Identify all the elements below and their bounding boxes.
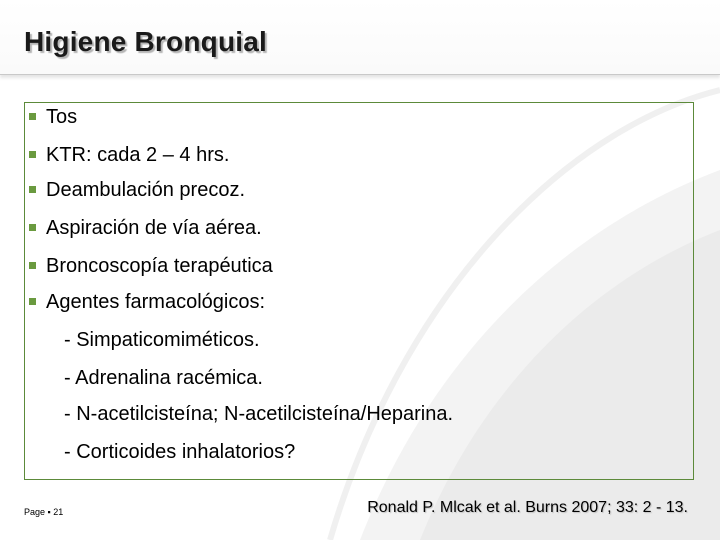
slide-title: Higiene Bronquial: [24, 26, 267, 57]
citation: Ronald P. Mlcak et al. Burns 2007; 33: 2 - 13.: [367, 499, 688, 516]
sub-item-text: - Corticoides inhalatorios?: [64, 441, 296, 463]
content-box: [24, 102, 694, 480]
bullet-square-icon: [29, 224, 36, 231]
bullet-text: KTR: cada 2 – 4 hrs.: [46, 144, 230, 166]
sub-item-text: - N-acetilcisteína; N-acetilcisteína/Heparina.: [64, 403, 454, 425]
sub-item-text: - Adrenalina racémica.: [64, 367, 263, 389]
bullet-text: Aspiración de vía aérea.: [46, 217, 262, 239]
bullet-text: Agentes farmacológicos:: [46, 291, 266, 313]
bullet-square-icon: [29, 113, 36, 120]
bullet-square-icon: [29, 298, 36, 305]
bullet-square-icon: [29, 186, 36, 193]
sub-item-text: - Simpaticomiméticos.: [64, 329, 260, 351]
bullet-text: Deambulación precoz.: [46, 179, 245, 201]
bullet-square-icon: [29, 262, 36, 269]
bullet-text: Tos: [46, 106, 78, 128]
bullet-square-icon: [29, 151, 36, 158]
page-number: Page ▪ 21: [24, 507, 64, 517]
title-bar: [0, 0, 720, 75]
bullet-text: Broncoscopía terapéutica: [46, 255, 273, 277]
